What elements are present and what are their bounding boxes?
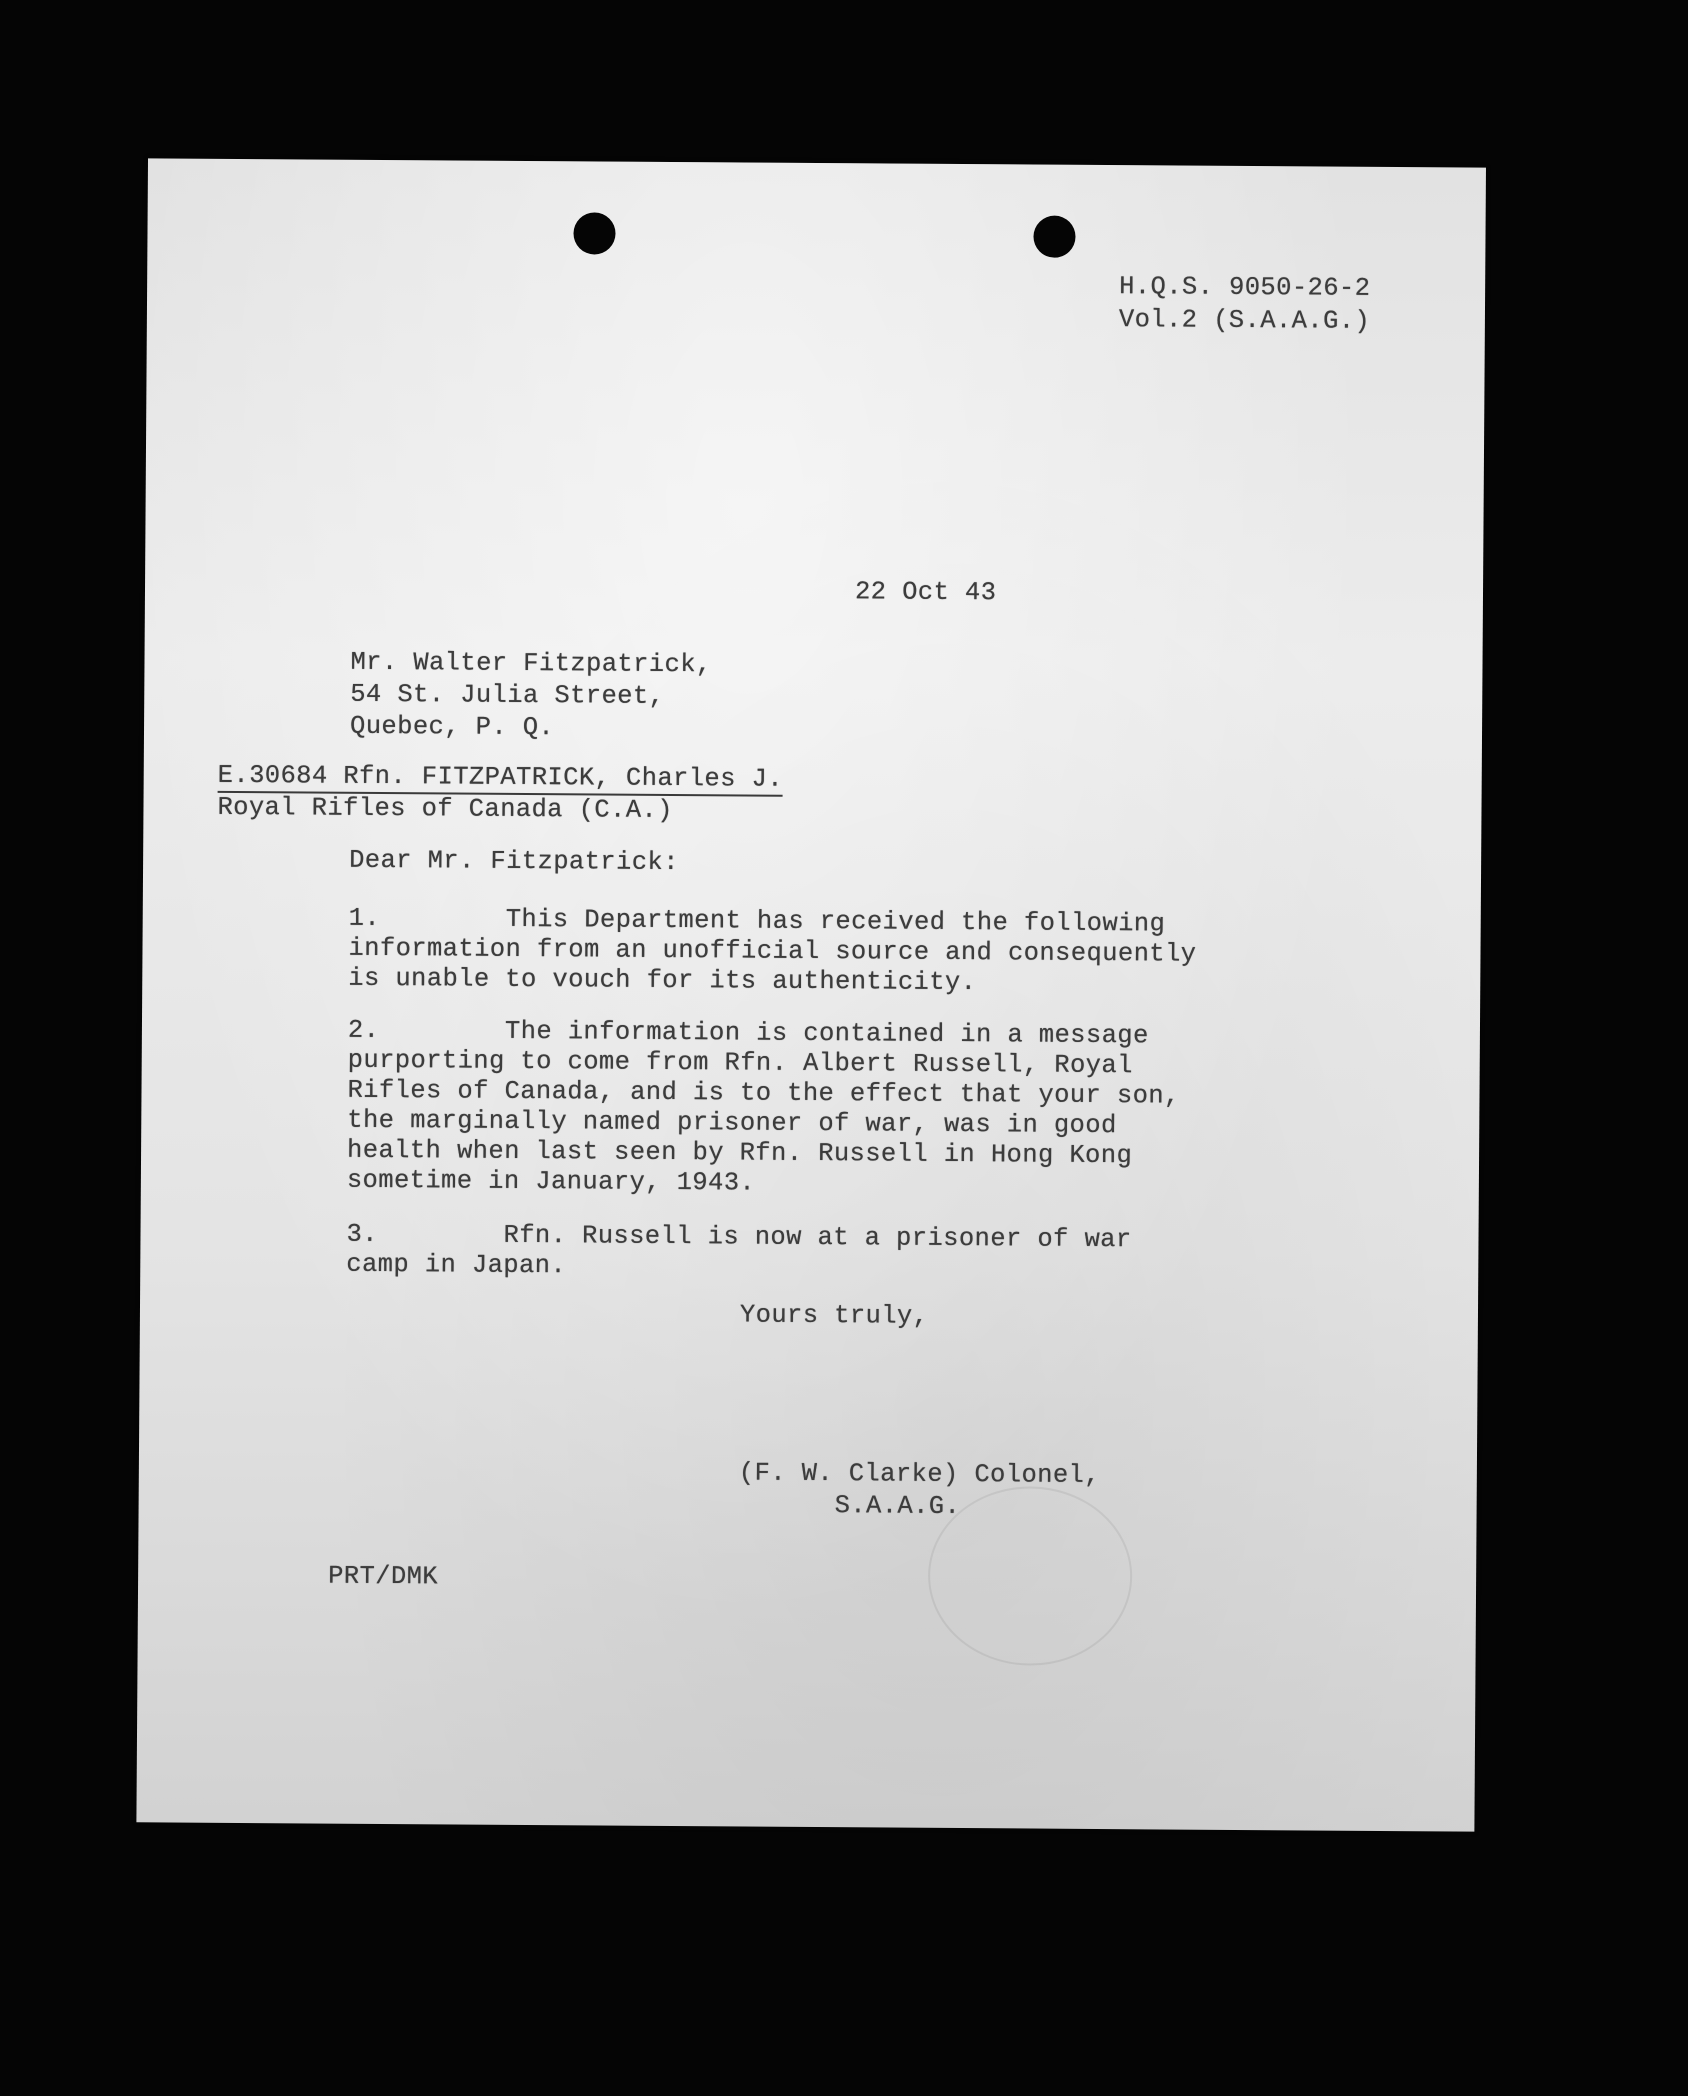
paragraph-2-line: the marginally named prisoner of war, was in good <box>347 1105 1117 1141</box>
paragraph-1-line: information from an unofficial source and consequently <box>348 933 1197 969</box>
paragraph-2-line: purporting to come from Rfn. Albert Russell, Royal <box>347 1045 1133 1081</box>
recipient-name: Mr. Walter Fitzpatrick, <box>350 647 712 680</box>
file-reference-line2: Vol.2 (S.A.A.G.) <box>1118 305 1371 336</box>
paragraph-1-line: is unable to vouch for its authenticity. <box>348 963 977 998</box>
subject-line-2: Royal Rifles of Canada (C.A.) <box>217 792 673 826</box>
paragraph-1-line: 1. This Department has received the following <box>348 903 1166 939</box>
signature-line-2: S.A.A.G. <box>834 1491 961 1522</box>
paragraph-2-line: Rifles of Canada, and is to the effect that your son, <box>347 1075 1180 1111</box>
subject-line-1: E.30684 Rfn. FITZPATRICK, Charles J. <box>218 763 783 796</box>
closing: Yours truly, <box>739 1300 929 1331</box>
recipient-city: Quebec, P. Q. <box>349 711 555 743</box>
letter-date: 22 Oct 43 <box>854 577 997 608</box>
typist-initials: PRT/DMK <box>328 1561 439 1592</box>
file-reference-line1: H.Q.S. 9050-26-2 <box>1119 272 1371 303</box>
paragraph-2-line: 2. The information is contained in a message <box>347 1015 1149 1051</box>
paragraph-2-line: sometime in January, 1943. <box>346 1165 756 1198</box>
letter-page <box>136 158 1486 1831</box>
paragraph-3-line: 3. Rfn. Russell is now at a prisoner of war <box>346 1219 1132 1255</box>
salutation: Dear Mr. Fitzpatrick: <box>349 845 679 878</box>
paragraph-3-line: camp in Japan. <box>346 1249 567 1281</box>
punch-hole-right <box>1033 216 1075 258</box>
punch-hole-left <box>573 212 615 254</box>
recipient-street: 54 St. Julia Street, <box>350 679 665 711</box>
paragraph-2-line: health when last seen by Rfn. Russell in Hong Kong <box>346 1135 1133 1171</box>
signature-line-1: (F. W. Clarke) Colonel, <box>738 1458 1101 1491</box>
